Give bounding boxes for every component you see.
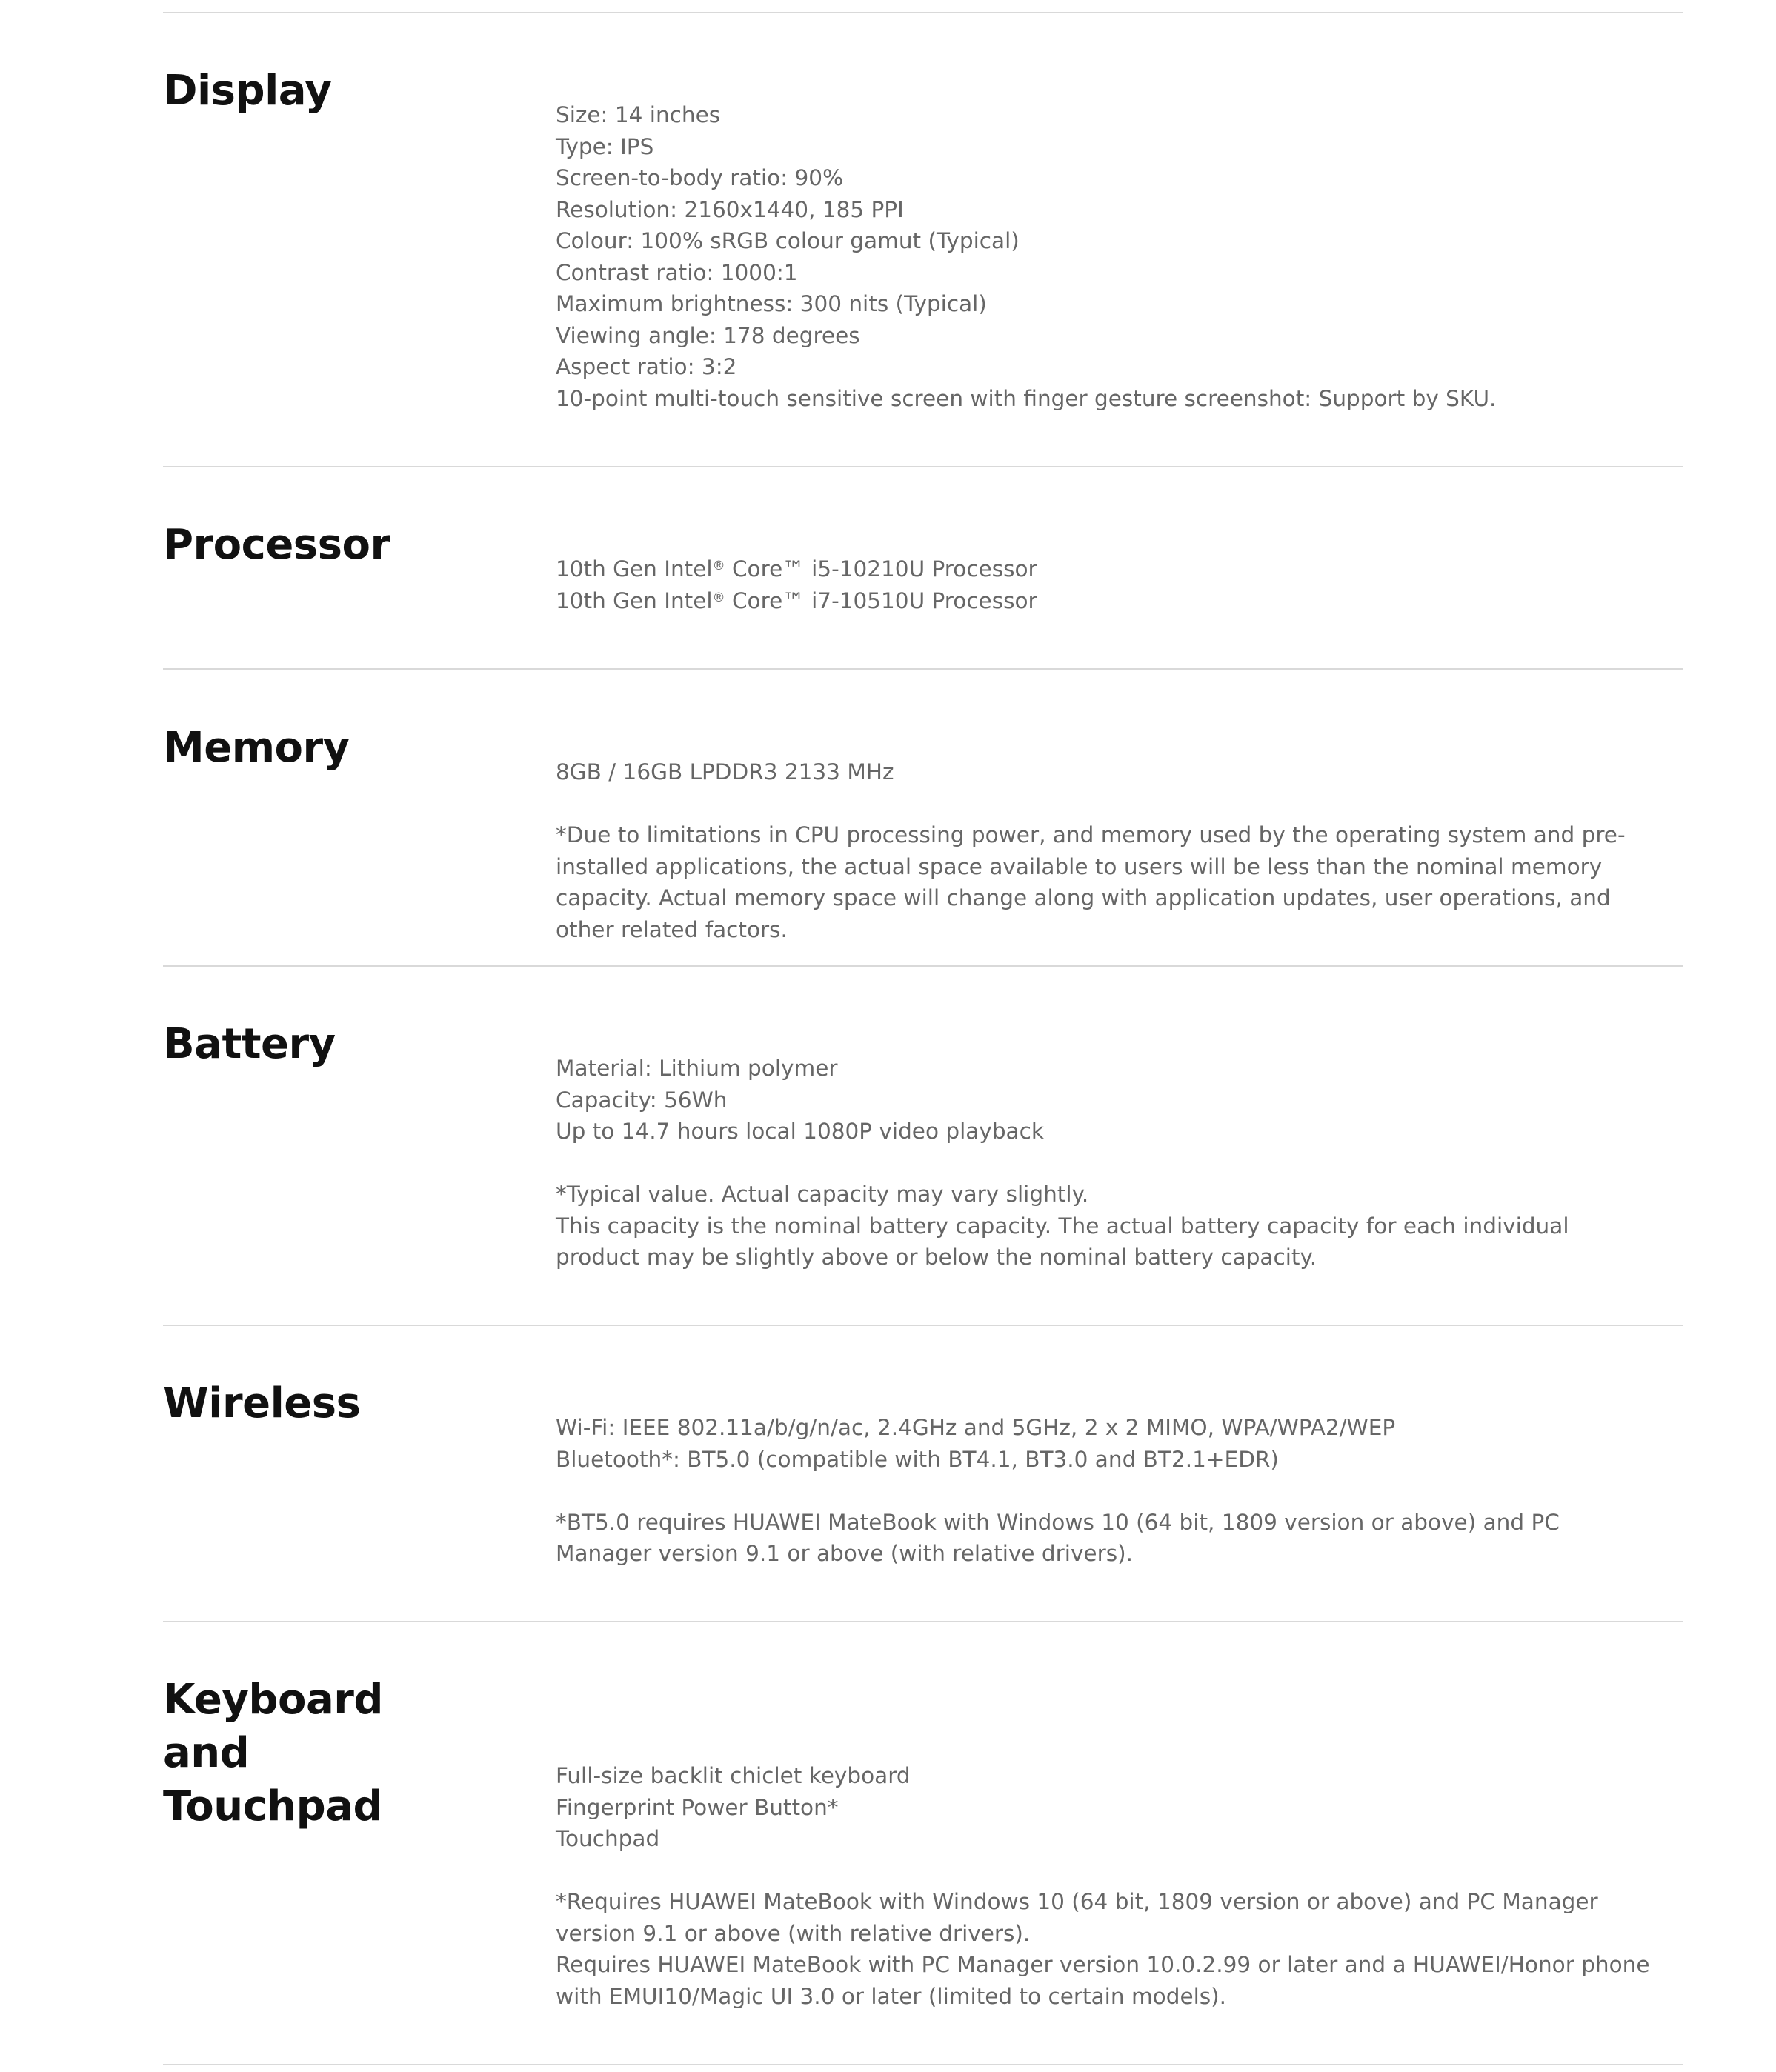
section-body-wireless [556, 1412, 1652, 1570]
footnote: This capacity is the nominal battery capacity. The actual battery capacity for each individual product may be slightly above or below the nominal battery capacity. [556, 1213, 1569, 1270]
section-body-display [556, 99, 1652, 414]
spec-text: 10th Gen Intel [556, 587, 713, 613]
divider [163, 2064, 1683, 2065]
divider [163, 965, 1683, 967]
divider [163, 12, 1683, 13]
spec-line: Bluetooth*: BT5.0 (compatible with BT4.1, BT3.0 and BT2.1+EDR) [556, 1446, 1279, 1472]
spec-line: Colour: 100% sRGB colour gamut (Typical) [556, 228, 1020, 253]
footnote: *Typical value. Actual capacity may vary slightly. [556, 1182, 1089, 1207]
spec-line [556, 553, 1652, 585]
spec-text: Core™ i7-10510U Processor [725, 587, 1037, 613]
section-body-keyboard-touchpad [556, 1760, 1652, 2012]
spec-line: Capacity: 56Wh [556, 1087, 728, 1113]
spec-line: Resolution: 2160x1440, 185 PPI [556, 196, 904, 222]
section-title-processor: Processor [163, 521, 390, 569]
spec-line: Screen-to-body ratio: 90% [556, 165, 844, 190]
footnote: Requires HUAWEI MateBook with PC Manager version 10.0.2.99 or later and a HUAWEI/Honor phone with EMUI10/Magic UI 3.0 or later (limited to certain models). [556, 1952, 1650, 2009]
spec-line: 8GB / 16GB LPDDR3 2133 MHz [556, 759, 894, 785]
divider [163, 466, 1683, 467]
spec-line: Up to 14.7 hours local 1080P video playback [556, 1119, 1044, 1144]
spec-line: Contrast ratio: 1000:1 [556, 259, 798, 285]
spec-line: Wi-Fi: IEEE 802.11a/b/g/n/ac, 2.4GHz and 5GHz, 2 x 2 MIMO, WPA/WPA2/WEP [556, 1415, 1396, 1440]
spec-line: Full-size backlit chiclet keyboard [556, 1763, 911, 1788]
registered-mark: ® [712, 559, 725, 573]
section-title-battery: Battery [163, 1020, 336, 1068]
title-line: Keyboard and [163, 1676, 383, 1777]
section-body-processor [556, 553, 1652, 616]
spec-line: 10-point multi-touch sensitive screen with finger gesture screenshot: Support by SKU. [556, 385, 1497, 411]
spec-text: 10th Gen Intel [556, 556, 713, 582]
divider [163, 1621, 1683, 1622]
spec-line [556, 585, 1652, 617]
section-title-display: Display [163, 67, 332, 115]
spec-line: Viewing angle: 178 degrees [556, 322, 860, 348]
title-line: Touchpad [163, 1782, 383, 1831]
spec-line: Touchpad [556, 1826, 660, 1851]
spec-line: Fingerprint Power Button* [556, 1794, 839, 1820]
divider [163, 668, 1683, 670]
spec-line: Size: 14 inches [556, 102, 721, 127]
footnote: *BT5.0 requires HUAWEI MateBook with Windows 10 (64 bit, 1809 version or above) and PC Manager version 9.1 or above (with relative drivers). [556, 1509, 1560, 1566]
section-body-battery [556, 1053, 1652, 1273]
footnote: *Due to limitations in CPU processing power, and memory used by the operating system and pre-installed applications, the actual space available to users will be less than the nominal memory capacity. Actual memory space will change along with application updates, user operations, and other related factors. [556, 822, 1626, 942]
spec-line: Type: IPS [556, 133, 654, 159]
divider [163, 1325, 1683, 1326]
section-body-memory [556, 756, 1652, 945]
registered-mark: ® [712, 590, 725, 605]
spec-text: Core™ i5-10210U Processor [725, 556, 1037, 582]
section-title-memory: Memory [163, 724, 350, 772]
spec-line: Maximum brightness: 300 nits (Typical) [556, 291, 987, 316]
spec-line: Aspect ratio: 3:2 [556, 354, 737, 379]
section-title-keyboard-touchpad [163, 1673, 482, 1833]
spec-line: Material: Lithium polymer [556, 1056, 838, 1081]
footnote: *Requires HUAWEI MateBook with Windows 10 (64 bit, 1809 version or above) and PC Manager version 9.1 or above (with relative drivers). [556, 1889, 1598, 1946]
section-title-wireless: Wireless [163, 1379, 361, 1428]
